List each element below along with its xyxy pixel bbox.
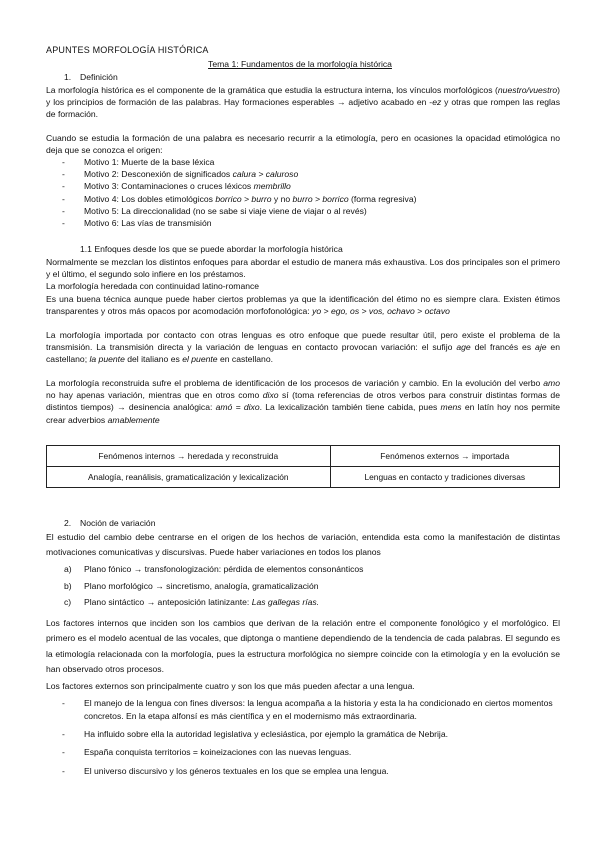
heredada-heading: La morfología heredada con continuidad latino-romance: [46, 281, 260, 291]
list-item: - Motivo 5: La direccionalidad (no se sabe si viaje viene de viajar o al revés): [46, 205, 560, 217]
document-title: APUNTES MORFOLOGÍA HISTÓRICA: [46, 45, 209, 55]
list-item: - Motivo 3: Contaminaciones o cruces léxicos membrillo: [46, 180, 560, 192]
factores-externos-list: [46, 697, 560, 783]
list-item: c) Plano sintáctico → anteposición latinizante: Las gallegas rías.: [64, 597, 320, 608]
list-item: - El universo discursivo y los géneros textuales en los que se emplea una lengua.: [46, 765, 560, 778]
list-item: - Motivo 6: Las vías de transmisión: [46, 217, 560, 229]
list-item: - Motivo 4: Los dobles etimológicos borrico > burro y no burro > borrico (forma regresiva): [46, 193, 560, 205]
table-cell: Lenguas en contacto y tradiciones diversas: [330, 467, 559, 488]
list-item: a) Plano fónico → transfonologización: pérdida de elementos consonánticos: [64, 564, 364, 574]
list-item: - El manejo de la lengua con fines diversos: la lengua acompaña a la historia y esta la ha condicionado en ciertos momentos concretos. En la etapa alfonsí es más científica y en el modernismo más extraordinaria.: [46, 697, 560, 723]
section-1-1-heading: 1.1 Enfoques desde los que se puede abordar la morfología histórica: [80, 244, 343, 254]
table-cell: Analogía, reanálisis, gramaticalización y lexicalización: [47, 467, 331, 488]
table-header-cell: Fenómenos internos → heredada y reconstruida: [47, 446, 331, 467]
reconstruida-paragraph: La morfología reconstruida sufre el problema de identificación de los procesos de variación y cambio. En la evolución del verbo amo no hay apenas variación, mientras que en otros como dixo sí (toma referencias de otros verbos para construir distintas formas de distintos tiempos) → desinencia analógica: amó = dixo. La lexicalización también tiene cabida, pues mens en latín hoy nos permite crear adverbios amablemente: [46, 378, 560, 425]
heredada-paragraph: Es una buena técnica aunque puede haber ciertos problemas ya que la identificación del étimo no es siempre clara. Existen étimos transparentes y otros más opacos por acomodación morfofonológica: yo > ego, os > vos, ochavo > octavo: [46, 294, 560, 317]
list-item: b) Plano morfológico → sincretismo, analogía, gramaticalización: [64, 580, 319, 591]
motivos-list: [46, 156, 560, 229]
definition-paragraph: La morfología histórica es el componente de la gramática que estudia la estructura interna, los vínculos morfológicos (nuestro/vuestro) y los principios de formación de las palabras. Hay formaciones esperables → adjetivo acabado en -ez y otras que rompen las reglas de formación.: [46, 85, 561, 120]
factores-externos-intro: Los factores externos son principalmente cuatro y son los que más pueden afectar a una lengua.: [46, 681, 415, 691]
topic-subtitle: Tema 1: Fundamentos de la morfología histórica: [208, 59, 392, 69]
phenomena-table: [46, 445, 560, 488]
table-header-cell: Fenómenos externos → importada: [330, 446, 559, 467]
list-item: - Ha influido sobre ella la autoridad legislativa y eclesiástica, por ejemplo la gramática de Nebrija.: [46, 728, 560, 741]
section-1-heading: 1. Definición: [64, 72, 118, 82]
factores-internos-paragraph: Los factores internos que inciden son los cambios que derivan de la relación entre el componente fonológico y el morfológico. El primero es el modelo acentual de las vocales, que diptonga o mantiene dependiendo de la tendencia de cada palabras. El segundo es la etimología relacionada con la morfología, pues la estructura morfológica no siempre coincide con la etimología y en la evolución se han observado otros procesos.: [46, 618, 560, 675]
etymology-paragraph: Cuando se estudia la formación de una palabra es necesario recurrir a la etimología, pero en ocasiones la opacidad etimológica no deja que se conozca el origen:: [46, 133, 560, 156]
table-row: [47, 446, 560, 467]
importada-paragraph: La morfología importada por contacto con otras lenguas es otro enfoque que puede resultar útil, pero existe el problema de la transmisión. La transmisión directa y la variación de lenguas en contacto provocan variación: el sufijo age del francés es aje en castellano; la puente del italiano es el puente en castellano.: [46, 330, 560, 365]
table-row: [47, 467, 560, 488]
list-item: - Motivo 1: Muerte de la base léxica: [46, 156, 560, 168]
enfoques-paragraph: Normalmente se mezclan los distintos enfoques para abordar el estudio de manera más exhaustiva. Los dos principales son el primero y el último, el segundo solo infiere en los préstamos.: [46, 257, 560, 280]
section-2-heading: 2. Noción de variación: [64, 518, 156, 528]
list-item: - Motivo 2: Desconexión de significados calura > caluroso: [46, 168, 560, 180]
list-item: - España conquista territorios = koineizaciones con las nuevas lenguas.: [46, 746, 560, 759]
variacion-paragraph: El estudio del cambio debe centrarse en el origen de los hechos de variación, entendida esta como la manifestación de distintas motivaciones comunicativas y discursivas. Puede haber variaciones en todos los planos: [46, 532, 560, 558]
planos-list: [46, 563, 560, 613]
